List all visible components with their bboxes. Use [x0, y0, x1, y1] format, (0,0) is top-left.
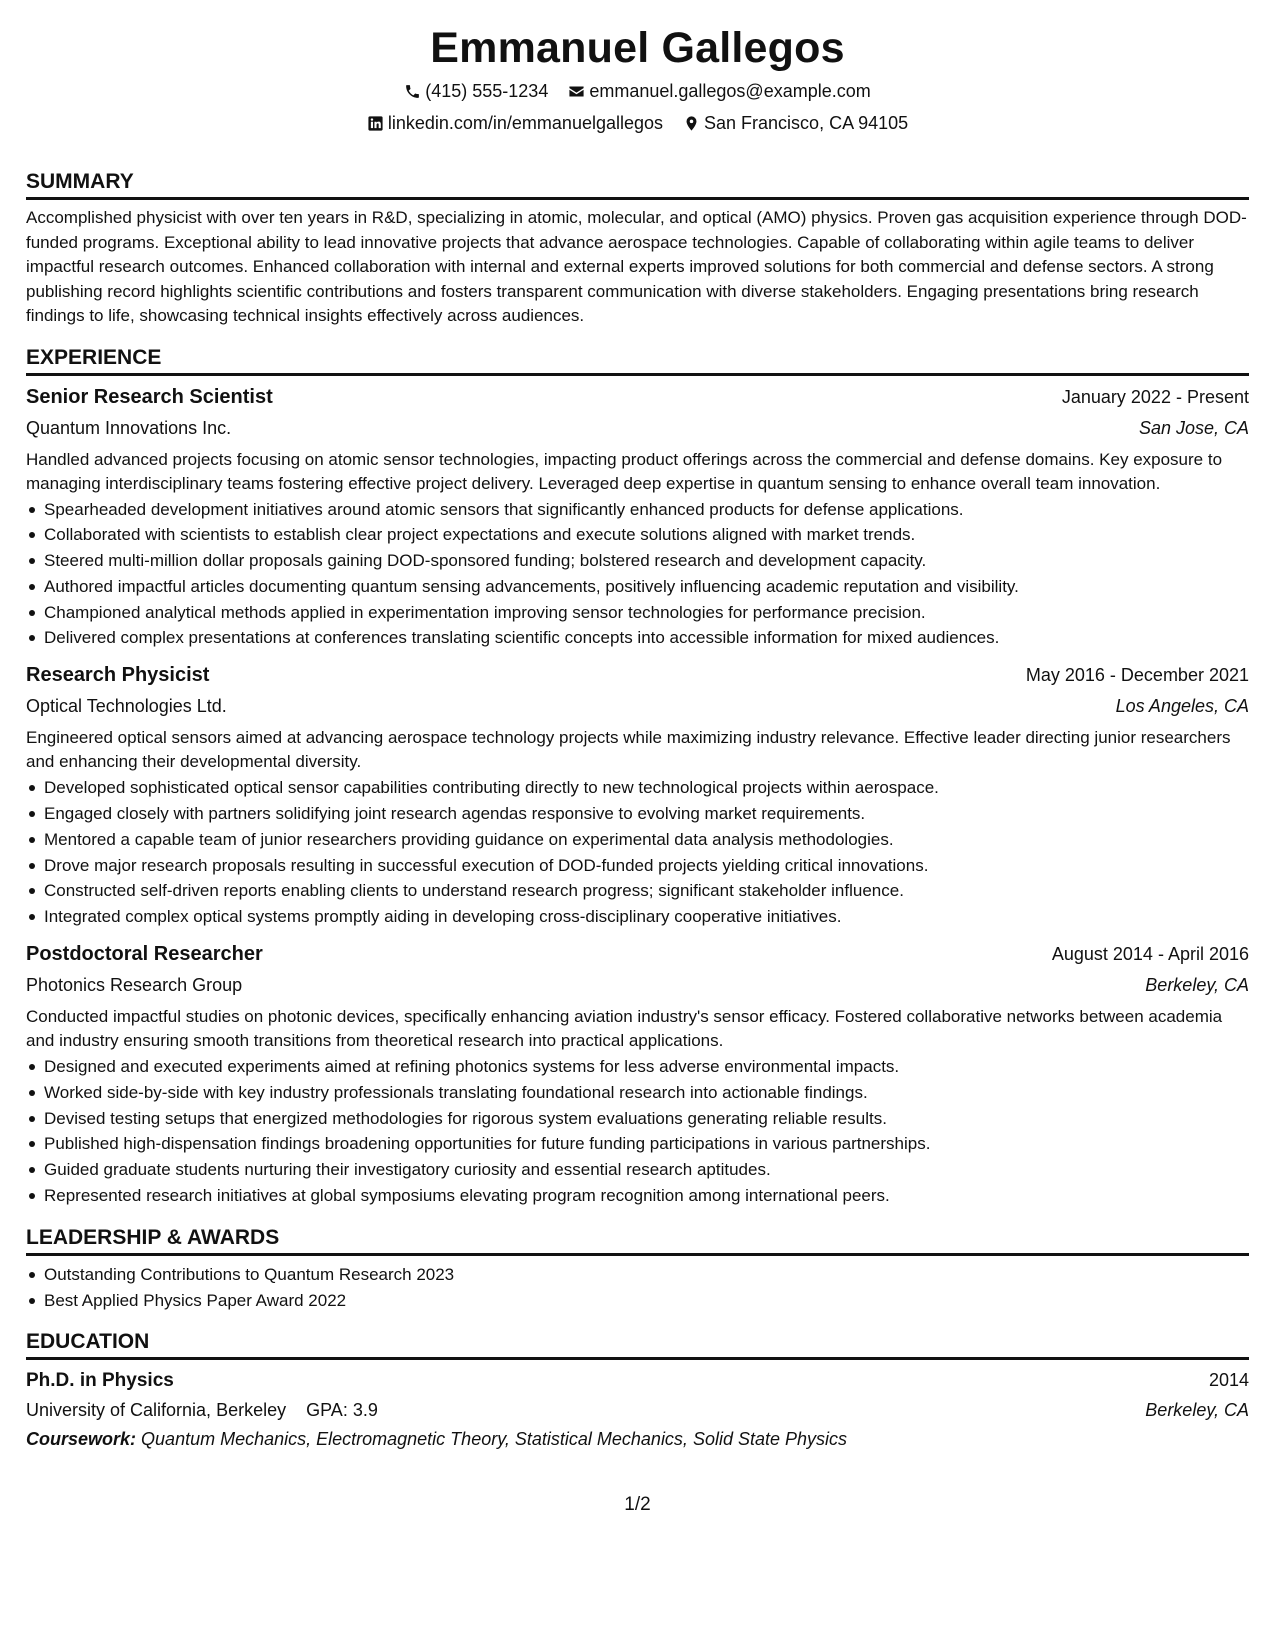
job-dates: May 2016 - December 2021 [1025, 665, 1249, 686]
contact-line-1 [26, 80, 1249, 102]
coursework-label: Coursework: [26, 1429, 137, 1450]
linkedin-text[interactable]: linkedin.com/in/emmanuelgallegos [387, 113, 664, 133]
coursework [26, 1425, 1249, 1453]
list-item: Mentored a capable team of junior researchers providing guidance on experimental data analysis methodologies. [26, 827, 1249, 853]
coursework-list: Quantum Mechanics, Electromagnetic Theory, Statistical Mechanics, Solid State Physics [141, 1429, 848, 1450]
education-header [26, 1366, 1249, 1395]
list-item: Collaborated with scientists to establish clear project expectations and execute solutions aligned with market trends. [26, 522, 1249, 548]
contact-location [683, 112, 908, 134]
section-title-leadership: LEADERSHIP & AWARDS [26, 1224, 1249, 1256]
contact-phone [404, 80, 548, 102]
list-item: Delivered complex presentations at conferences translating scientific concepts into accessible information for mixed audiences. [26, 625, 1249, 651]
job-description: Handled advanced projects focusing on atomic sensor technologies, impacting product offerings across the commercial and defense domains. Key exposure to managing interdisciplinary teams fostering effective project delivery. Leveraged deep expertise in quantum sensing to enhance overall team innovation. [26, 449, 1223, 493]
job-location: San Jose, CA [1138, 417, 1249, 438]
list-item: Designed and executed experiments aimed at refining photonics systems for less adverse environmental impacts. [26, 1054, 1249, 1080]
resume-page [26, 22, 1249, 1453]
list-item: Represented research initiatives at global symposiums elevating program recognition among international peers. [26, 1183, 1249, 1209]
job-header [26, 661, 1249, 689]
education-subheader [26, 1396, 1249, 1424]
section-title-education: EDUCATION [26, 1328, 1249, 1360]
phone-text: (415) 555-1234 [425, 81, 549, 101]
candidate-name: Emmanuel Gallegos [430, 24, 845, 72]
job-company: Quantum Innovations Inc. [26, 417, 232, 438]
list-item: Published high-dispensation findings broadening opportunities for future funding participations in various partnerships. [26, 1131, 1249, 1157]
page-number: 1/2 [624, 1494, 651, 1515]
school-name: University of California, Berkeley [26, 1400, 287, 1421]
phone-icon [404, 83, 421, 100]
job-header [26, 383, 1249, 411]
list-item: Spearheaded development initiatives around atomic sensors that significantly enhanced products for defense applications. [26, 497, 1249, 523]
job-bullets [26, 1054, 1249, 1209]
email-text[interactable]: emmanuel.gallegos@example.com [589, 81, 871, 101]
job-subheader [26, 692, 1249, 720]
job-dates: August 2014 - April 2016 [1051, 944, 1249, 965]
gpa: GPA: 3.9 [306, 1400, 378, 1421]
job-entry [26, 661, 1249, 930]
contact-email[interactable] [568, 80, 870, 102]
experience-section [26, 344, 1249, 1209]
job-header [26, 940, 1249, 968]
job-subheader [26, 414, 1249, 442]
job-bullets [26, 775, 1249, 930]
map-pin-icon [683, 115, 700, 132]
job-description: Engineered optical sensors aimed at advancing aerospace technology projects while maximizing industry relevance. Effective leader directing junior researchers and enhancing their developmental diversity. [26, 728, 1231, 772]
graduation-year: 2014 [1208, 1370, 1249, 1391]
contact-line-2 [26, 112, 1249, 134]
school-location: Berkeley, CA [1145, 1400, 1249, 1421]
job-entry [26, 940, 1249, 1209]
job-location: Los Angeles, CA [1115, 696, 1249, 717]
job-location: Berkeley, CA [1145, 975, 1249, 996]
job-title: Research Physicist [26, 664, 210, 687]
list-item: Drove major research proposals resulting in successful execution of DOD-funded projects yielding critical innovations. [26, 853, 1249, 879]
job-company: Optical Technologies Ltd. [26, 696, 227, 717]
list-item: Best Applied Physics Paper Award 2022 [26, 1288, 1249, 1314]
list-item: Steered multi-million dollar proposals gaining DOD-sponsored funding; bolstered research and development capacity. [26, 548, 1249, 574]
job-dates: January 2022 - Present [1061, 386, 1249, 407]
contact-linkedin[interactable] [367, 112, 663, 134]
job-title: Senior Research Scientist [26, 385, 273, 408]
summary-section [26, 168, 1249, 329]
list-item: Devised testing setups that energized methodologies for rigorous system evaluations generating reliable results. [26, 1106, 1249, 1132]
job-company: Photonics Research Group [26, 975, 243, 996]
job-entry [26, 383, 1249, 652]
envelope-icon [568, 83, 585, 100]
list-item: Championed analytical methods applied in experimentation improving sensor technologies for performance precision. [26, 600, 1249, 626]
location-text: San Francisco, CA 94105 [704, 113, 909, 133]
section-title-experience: EXPERIENCE [26, 344, 1249, 376]
list-item: Worked side-by-side with key industry professionals translating foundational research into actionable findings. [26, 1080, 1249, 1106]
section-title-summary: SUMMARY [26, 168, 1249, 200]
list-item: Engaged closely with partners solidifying joint research agendas responsive to evolving market requirements. [26, 801, 1249, 827]
job-description: Conducted impactful studies on photonic devices, specifically enhancing aviation industry's sensor efficacy. Fostered collaborative networks between academia and industry ensuring smooth transitions from theoretical research into practical applications. [26, 1007, 1223, 1051]
list-item: Authored impactful articles documenting quantum sensing advancements, positively influencing academic reputation and visibility. [26, 574, 1249, 600]
job-bullets [26, 497, 1249, 652]
leadership-section [26, 1224, 1249, 1314]
degree: Ph.D. in Physics [26, 1370, 174, 1392]
linkedin-icon [367, 115, 384, 132]
list-item: Developed sophisticated optical sensor capabilities contributing directly to new technological projects within aerospace. [26, 775, 1249, 801]
job-title: Postdoctoral Researcher [26, 943, 263, 966]
list-item: Guided graduate students nurturing their investigatory curiosity and essential research aptitudes. [26, 1157, 1249, 1183]
school-info [26, 1396, 378, 1424]
list-item: Outstanding Contributions to Quantum Research 2023 [26, 1262, 1249, 1288]
awards-list [26, 1262, 1249, 1314]
education-section [26, 1328, 1249, 1453]
summary-text: Accomplished physicist with over ten years in R&D, specializing in atomic, molecular, and optical (AMO) physics. Proven gas acquisition experience through DOD-funded programs. Exceptional ability to lead innovative projects that advance aerospace technologies. Capable of collaborating within agile teams to deliver impactful research outcomes. Enhanced collaboration with internal and external experts improved solutions for both commercial and defense sectors. A strong publishing record highlights scientific contributions and fosters transparent communication with diverse stakeholders. Engaging presentations bring research findings to life, showcasing technical insights effectively across audiences. [26, 208, 1247, 325]
list-item: Constructed self-driven reports enabling clients to understand research progress; significant stakeholder influence. [26, 878, 1249, 904]
job-subheader [26, 971, 1249, 999]
list-item: Integrated complex optical systems promptly aiding in developing cross-disciplinary cooperative initiatives. [26, 904, 1249, 930]
